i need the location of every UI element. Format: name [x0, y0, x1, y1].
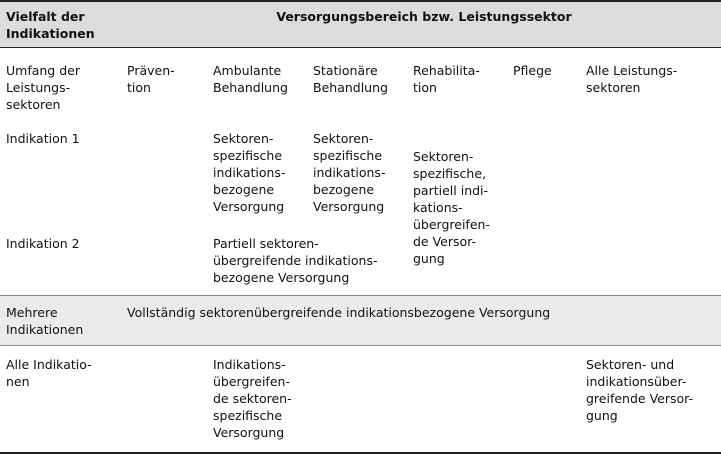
sector-pflege: Pflege	[513, 63, 552, 78]
sectors-row-label: Umfang der Leistungs- sektoren	[6, 63, 80, 112]
header-col1: Vielfalt der Indikationen	[6, 9, 95, 41]
indikation-2-partiell: Partiell sektoren- übergreifende indikations- bezogene Versorgung	[213, 236, 378, 285]
alle-indikationen-ambulant: Indikations- übergreifen- de sektoren- spezifische Versorgung	[213, 357, 292, 440]
rehab-span-cell: Sektoren- spezifische, partiell indi- kations- übergreifen- de Versor- gung	[413, 149, 490, 266]
mehrere-label: Mehrere Indikationen	[6, 305, 84, 337]
sector-stationaer: Stationäre Behandlung	[313, 63, 388, 95]
row-divider	[0, 295, 721, 296]
bottom-rule	[0, 452, 721, 454]
sector-praevention: Präven- tion	[127, 63, 175, 95]
top-rule	[0, 0, 721, 2]
indikation-2-label: Indikation 2	[6, 236, 80, 251]
alle-indikationen-alle: Sektoren- und indikationsüber- greifende Versor- gung	[586, 357, 693, 423]
mehrere-text: Vollständig sektorenübergreifende indikationsbezogene Versorgung	[127, 305, 551, 320]
indikation-1-label: Indikation 1	[6, 131, 80, 146]
indikation-1-stationaer: Sektoren- spezifische indikations- bezogene Versorgung	[313, 131, 386, 214]
row-divider	[0, 345, 721, 346]
header-span: Versorgungsbereich bzw. Leistungssektor	[276, 9, 572, 24]
sector-alle: Alle Leistungs- sektoren	[586, 63, 678, 95]
indikation-1-ambulant: Sektoren- spezifische indikations- bezogene Versorgung	[213, 131, 286, 214]
alle-indikationen-label: Alle Indikatio- nen	[6, 357, 92, 389]
sector-rehabilitation: Rehabilita- tion	[413, 63, 480, 95]
header-rule	[0, 47, 721, 48]
sector-ambulant: Ambulante Behandlung	[213, 63, 288, 95]
